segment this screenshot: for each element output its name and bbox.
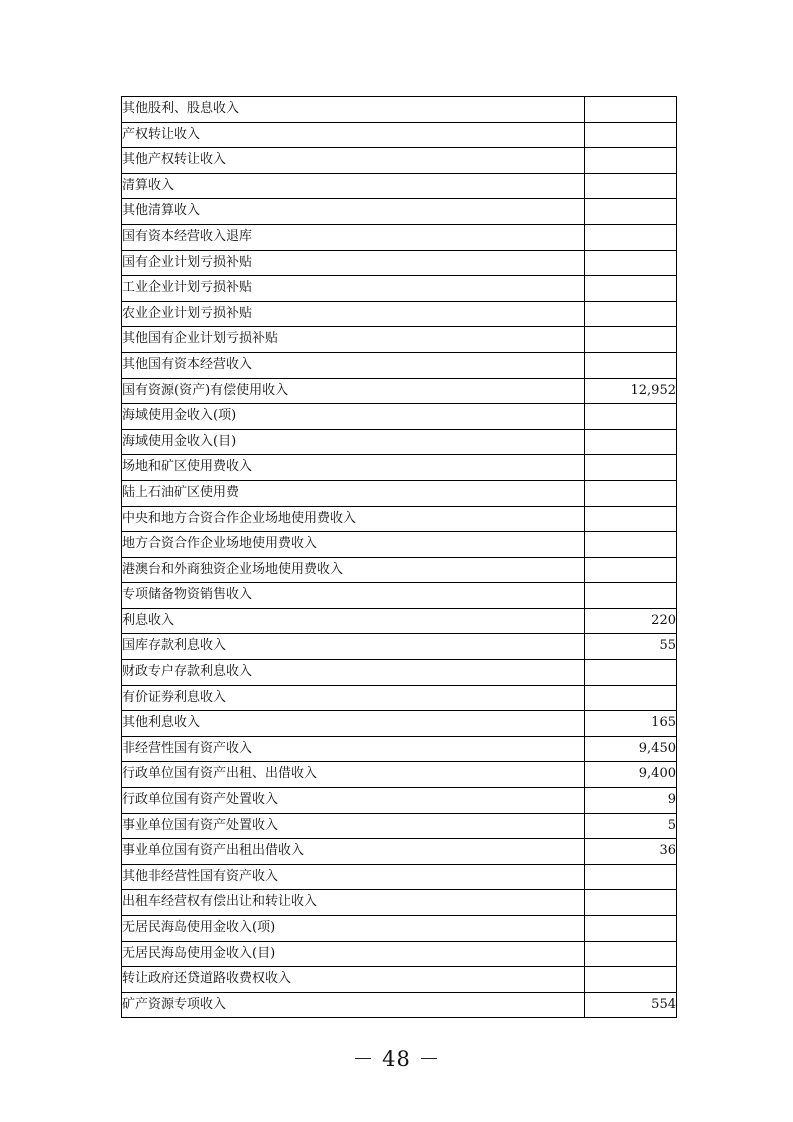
item-amount <box>585 660 677 686</box>
table-row <box>122 455 677 481</box>
table-row <box>122 583 677 609</box>
item-name-cell <box>122 250 585 276</box>
item-amount <box>585 557 677 583</box>
item-amount: 9,450 <box>585 736 677 762</box>
item-label: 其他利息收入 <box>122 715 201 731</box>
table-row <box>122 301 677 327</box>
item-label: 国有企业计划亏损补贴 <box>122 254 253 270</box>
item-name-cell <box>122 429 585 455</box>
item-name-cell <box>122 148 585 174</box>
table-row <box>122 711 677 737</box>
item-amount <box>585 199 677 225</box>
item-name-cell <box>122 97 585 123</box>
item-label: 国库存款利息收入 <box>122 638 227 654</box>
item-name-cell <box>122 455 585 481</box>
item-amount <box>585 173 677 199</box>
item-name-cell <box>122 378 585 404</box>
item-label: 其他清算收入 <box>122 203 201 219</box>
item-amount <box>585 122 677 148</box>
page-number: － 48 － <box>352 1047 441 1071</box>
item-amount <box>585 404 677 430</box>
table-row <box>122 788 677 814</box>
item-label: 非经营性国有资产收入 <box>122 740 253 756</box>
table-row <box>122 327 677 353</box>
item-label: 海域使用金收入(目) <box>122 433 237 449</box>
item-label: 转让政府还贷道路收费权收入 <box>122 971 292 987</box>
item-amount <box>585 352 677 378</box>
item-amount <box>585 250 677 276</box>
item-amount <box>585 429 677 455</box>
item-amount: 554 <box>585 992 677 1018</box>
item-amount: 220 <box>585 608 677 634</box>
item-amount <box>585 967 677 993</box>
item-name-cell <box>122 660 585 686</box>
item-name-cell <box>122 634 585 660</box>
item-label: 国有资源(资产)有偿使用收入 <box>122 382 289 398</box>
table-row <box>122 634 677 660</box>
item-name-cell <box>122 276 585 302</box>
item-label: 行政单位国有资产处置收入 <box>122 792 279 808</box>
item-amount <box>585 327 677 353</box>
table-row <box>122 916 677 942</box>
item-label: 财政专户存款利息收入 <box>122 664 253 680</box>
item-name-cell <box>122 480 585 506</box>
item-name-cell <box>122 916 585 942</box>
item-label: 清算收入 <box>122 177 175 193</box>
item-amount <box>585 864 677 890</box>
item-label: 其他国有资本经营收入 <box>122 356 253 372</box>
item-name-cell <box>122 736 585 762</box>
table-row <box>122 97 677 123</box>
item-amount <box>585 97 677 123</box>
item-label: 其他产权转让收入 <box>122 152 227 168</box>
item-name-cell <box>122 864 585 890</box>
table-row <box>122 608 677 634</box>
item-amount <box>585 532 677 558</box>
table-row <box>122 429 677 455</box>
item-label: 其他国有企业计划亏损补贴 <box>122 331 279 347</box>
table-row <box>122 250 677 276</box>
item-name-cell <box>122 199 585 225</box>
item-name-cell <box>122 890 585 916</box>
item-label: 工业企业计划亏损补贴 <box>122 280 253 296</box>
item-label: 地方合资合作企业场地使用费收入 <box>122 536 318 552</box>
table-row <box>122 276 677 302</box>
item-amount <box>585 480 677 506</box>
table-row <box>122 992 677 1018</box>
item-name-cell <box>122 941 585 967</box>
item-label: 无居民海岛使用金收入(项) <box>122 920 276 935</box>
item-label: 事业单位国有资产处置收入 <box>122 817 279 833</box>
item-amount <box>585 685 677 711</box>
table-row <box>122 404 677 430</box>
item-label: 陆上石油矿区使用费 <box>122 484 240 500</box>
item-amount <box>585 890 677 916</box>
item-name-cell <box>122 711 585 737</box>
item-name-cell <box>122 839 585 865</box>
item-name-cell <box>122 788 585 814</box>
item-label: 海域使用金收入(项) <box>122 408 237 424</box>
table-row <box>122 352 677 378</box>
item-name-cell <box>122 173 585 199</box>
item-label: 港澳台和外商独资企业场地使用费收入 <box>122 561 344 577</box>
table-row <box>122 967 677 993</box>
table-row <box>122 762 677 788</box>
item-name-cell <box>122 967 585 993</box>
table-row <box>122 148 677 174</box>
item-label: 无居民海岛使用金收入(目) <box>122 945 276 961</box>
item-name-cell <box>122 813 585 839</box>
item-name-cell <box>122 608 585 634</box>
item-amount <box>585 583 677 609</box>
revenue-table-body <box>122 97 677 1018</box>
item-label: 农业企业计划亏损补贴 <box>122 305 253 321</box>
table-row <box>122 864 677 890</box>
table-row <box>122 839 677 865</box>
table-row <box>122 173 677 199</box>
table-row <box>122 736 677 762</box>
item-label: 出租车经营权有偿出让和转让收入 <box>122 894 318 910</box>
item-name-cell <box>122 557 585 583</box>
table-row <box>122 122 677 148</box>
table-row <box>122 532 677 558</box>
item-amount <box>585 276 677 302</box>
table-row <box>122 378 677 404</box>
item-label: 有价证券利息收入 <box>122 689 227 705</box>
item-name-cell <box>122 506 585 532</box>
item-label: 行政单位国有资产出租、出借收入 <box>122 766 318 782</box>
table-row <box>122 224 677 250</box>
item-label: 场地和矿区使用费收入 <box>122 459 253 475</box>
item-amount: 9 <box>585 788 677 814</box>
item-amount <box>585 224 677 250</box>
table-row <box>122 660 677 686</box>
table-row <box>122 506 677 532</box>
item-name-cell <box>122 301 585 327</box>
revenue-table <box>121 96 677 1018</box>
item-label: 矿产资源专项收入 <box>122 996 227 1012</box>
table-row <box>122 557 677 583</box>
item-amount <box>585 506 677 532</box>
item-label: 其他非经营性国有资产收入 <box>122 868 279 884</box>
item-label: 国有资本经营收入退库 <box>122 228 253 244</box>
table-row <box>122 813 677 839</box>
item-label: 中央和地方合资合作企业场地使用费收入 <box>122 510 357 526</box>
item-label: 利息收入 <box>122 612 175 628</box>
table-row <box>122 199 677 225</box>
item-amount: 12,952 <box>585 378 677 404</box>
item-name-cell <box>122 352 585 378</box>
item-name-cell <box>122 762 585 788</box>
table-row <box>122 941 677 967</box>
item-name-cell <box>122 327 585 353</box>
item-name-cell <box>122 685 585 711</box>
item-amount <box>585 455 677 481</box>
table-row <box>122 480 677 506</box>
item-amount: 55 <box>585 634 677 660</box>
item-amount <box>585 916 677 942</box>
item-amount: 9,400 <box>585 762 677 788</box>
item-amount: 36 <box>585 839 677 865</box>
item-amount <box>585 941 677 967</box>
table-row <box>122 685 677 711</box>
item-label: 产权转让收入 <box>122 126 201 142</box>
item-amount: 5 <box>585 813 677 839</box>
table-row <box>122 890 677 916</box>
item-amount <box>585 301 677 327</box>
item-label: 事业单位国有资产出租出借收入 <box>122 843 305 859</box>
item-label: 专项储备物资销售收入 <box>122 587 253 603</box>
item-name-cell <box>122 992 585 1018</box>
item-name-cell <box>122 404 585 430</box>
item-amount: 165 <box>585 711 677 737</box>
item-amount <box>585 148 677 174</box>
item-name-cell <box>122 224 585 250</box>
item-label: 其他股利、股息收入 <box>122 101 240 116</box>
item-name-cell <box>122 532 585 558</box>
item-name-cell <box>122 122 585 148</box>
item-name-cell <box>122 583 585 609</box>
